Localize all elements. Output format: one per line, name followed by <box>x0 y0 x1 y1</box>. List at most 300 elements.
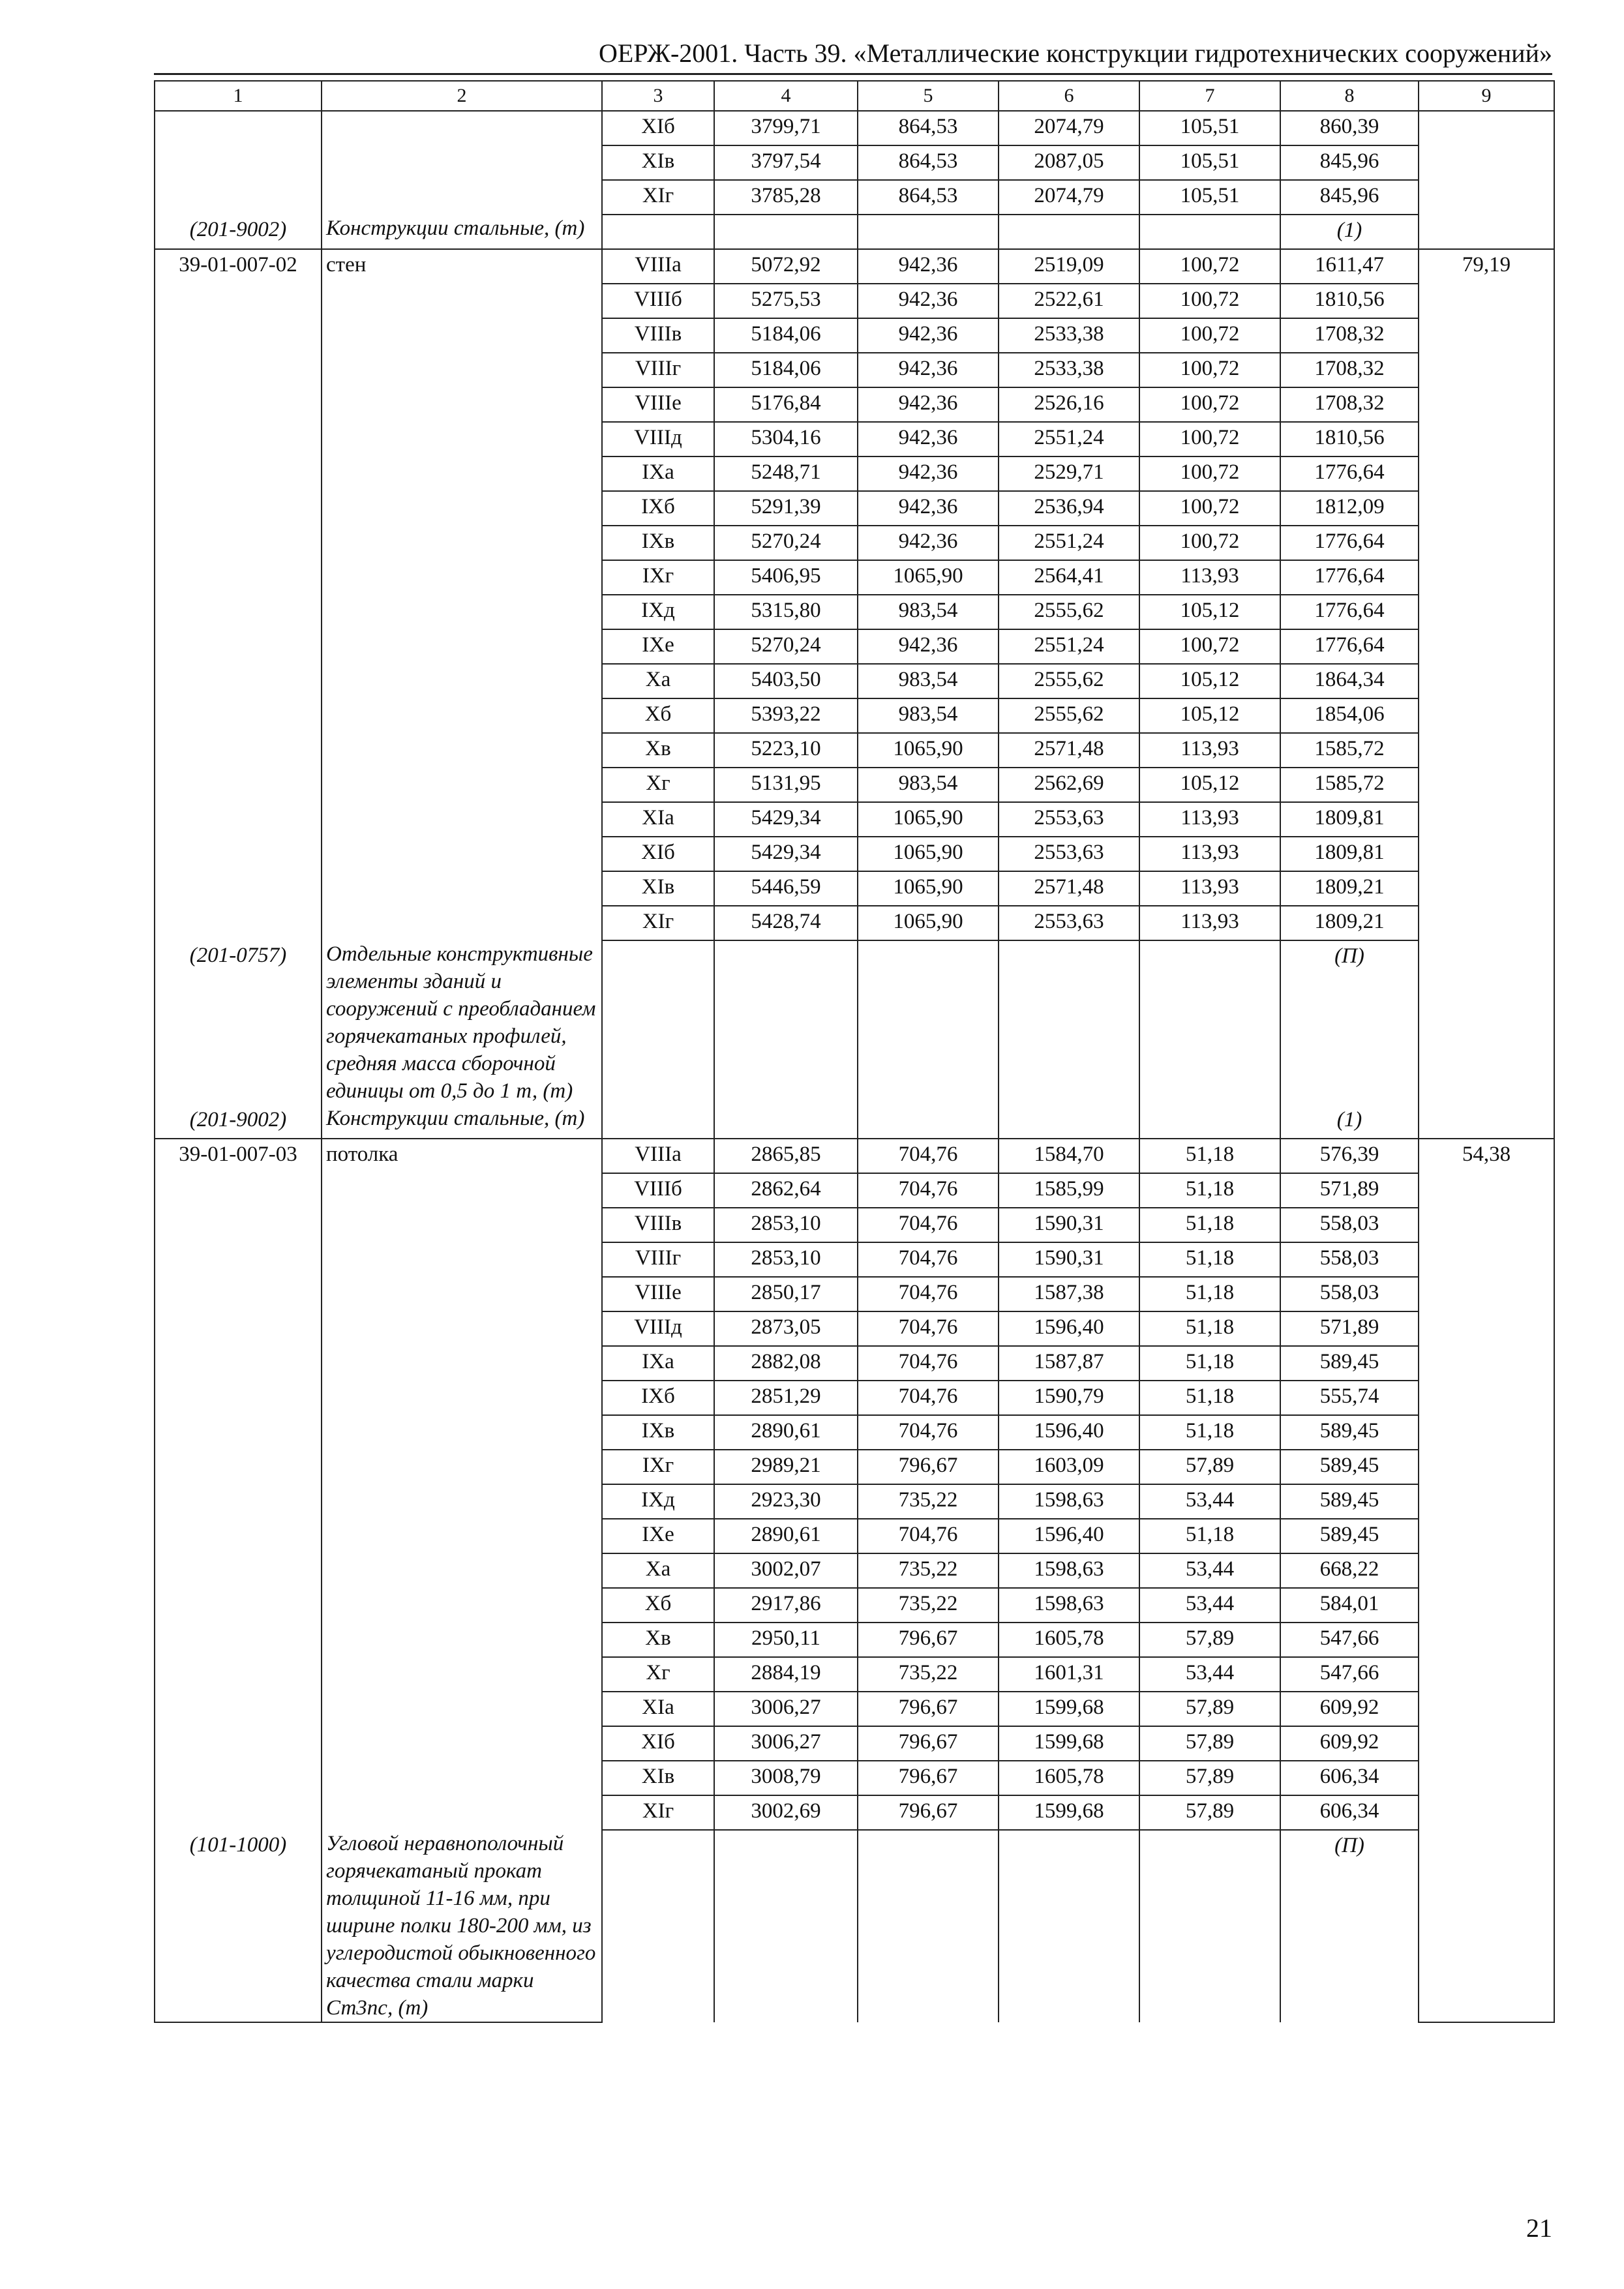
value-cell: 1603,09 <box>999 1450 1139 1484</box>
table-row <box>155 629 1554 664</box>
table-row <box>155 733 1554 768</box>
column-header: 7 <box>1139 81 1280 111</box>
value-cell: VIIIа <box>602 249 714 284</box>
value-cell: 113,93 <box>1139 837 1280 871</box>
value-cell: IXг <box>602 560 714 595</box>
table-row <box>155 1208 1554 1242</box>
value-cell: 796,67 <box>858 1450 999 1484</box>
value-cell: IXа <box>602 1346 714 1381</box>
code-cell <box>155 560 322 595</box>
code-cell <box>155 629 322 664</box>
name-cell <box>322 111 602 145</box>
value-cell: 2562,69 <box>999 768 1139 802</box>
table-row <box>155 1346 1554 1381</box>
value-cell: 2551,24 <box>999 526 1139 560</box>
table-row <box>155 1450 1554 1484</box>
name-cell <box>322 387 602 422</box>
value-cell: VIIIб <box>602 284 714 318</box>
total-cell <box>1419 1623 1554 1657</box>
total-cell <box>1419 387 1554 422</box>
value-cell: XIг <box>602 1795 714 1830</box>
value-cell: 5184,06 <box>714 318 858 353</box>
value-cell: 3799,71 <box>714 111 858 145</box>
resource-row <box>155 1830 1554 2022</box>
table-row <box>155 871 1554 906</box>
value-cell: 105,51 <box>1139 111 1280 145</box>
empty-cell <box>714 1105 858 1139</box>
value-cell: 2853,10 <box>714 1242 858 1277</box>
value-cell: 5429,34 <box>714 802 858 837</box>
code-cell <box>155 456 322 491</box>
value-cell: 2087,05 <box>999 145 1139 180</box>
value-cell: 100,72 <box>1139 249 1280 284</box>
empty-cell <box>602 1105 714 1139</box>
total-cell <box>1419 733 1554 768</box>
value-cell: 704,76 <box>858 1208 999 1242</box>
value-cell: 105,51 <box>1139 145 1280 180</box>
value-cell: 589,45 <box>1280 1346 1419 1381</box>
value-cell: 1065,90 <box>858 871 999 906</box>
value-cell: IXб <box>602 491 714 526</box>
value-cell: 51,18 <box>1139 1519 1280 1553</box>
total-cell <box>1419 768 1554 802</box>
name-cell <box>322 1623 602 1657</box>
value-cell: 2522,61 <box>999 284 1139 318</box>
name-cell <box>322 318 602 353</box>
value-cell: XIв <box>602 145 714 180</box>
value-cell: 2529,71 <box>999 456 1139 491</box>
code-cell <box>155 526 322 560</box>
value-cell: 5184,06 <box>714 353 858 387</box>
value-cell: 2917,86 <box>714 1588 858 1623</box>
name-cell <box>322 802 602 837</box>
value-cell: 100,72 <box>1139 526 1280 560</box>
name-cell <box>322 1553 602 1588</box>
rate-name-cell <box>322 1139 602 1173</box>
column-header: 3 <box>602 81 714 111</box>
rates-table <box>154 80 1555 2023</box>
empty-cell <box>1139 1105 1280 1139</box>
value-cell: 1585,99 <box>999 1173 1139 1208</box>
table-row <box>155 456 1554 491</box>
resource-row <box>155 1105 1554 1139</box>
value-cell: Xв <box>602 1623 714 1657</box>
value-cell: 2553,63 <box>999 837 1139 871</box>
value-cell: 735,22 <box>858 1553 999 1588</box>
value-cell: 589,45 <box>1280 1450 1419 1484</box>
value-cell: XIб <box>602 1726 714 1761</box>
value-cell: 589,45 <box>1280 1519 1419 1553</box>
value-cell: 1605,78 <box>999 1623 1139 1657</box>
value-cell: 3008,79 <box>714 1761 858 1795</box>
value-cell: 100,72 <box>1139 318 1280 353</box>
value-cell: 1585,72 <box>1280 768 1419 802</box>
code-cell <box>155 1450 322 1484</box>
total-cell <box>1419 1242 1554 1277</box>
table-row <box>155 1173 1554 1208</box>
table-row <box>155 664 1554 698</box>
code-cell <box>155 422 322 456</box>
table-row <box>155 180 1554 215</box>
table-row <box>155 318 1554 353</box>
value-cell: 1587,38 <box>999 1277 1139 1311</box>
table-row <box>155 837 1554 871</box>
column-header: 5 <box>858 81 999 111</box>
empty-cell <box>602 1830 714 2022</box>
empty-cell <box>1419 940 1554 1105</box>
name-cell <box>322 1519 602 1553</box>
name-cell <box>322 1346 602 1381</box>
total-cell <box>1419 491 1554 526</box>
table-row <box>155 1657 1554 1692</box>
value-cell: 113,93 <box>1139 802 1280 837</box>
value-cell: 113,93 <box>1139 906 1280 940</box>
value-cell: 864,53 <box>858 111 999 145</box>
empty-cell <box>1139 215 1280 249</box>
value-cell: 57,89 <box>1139 1692 1280 1726</box>
code-cell <box>155 698 322 733</box>
value-cell: 5403,50 <box>714 664 858 698</box>
value-cell: 105,51 <box>1139 180 1280 215</box>
total-cell <box>1419 1761 1554 1795</box>
value-cell: 51,18 <box>1139 1311 1280 1346</box>
value-cell: 942,36 <box>858 353 999 387</box>
code-cell <box>155 180 322 215</box>
value-cell: 558,03 <box>1280 1242 1419 1277</box>
value-cell: 51,18 <box>1139 1139 1280 1173</box>
value-cell: 2074,79 <box>999 180 1139 215</box>
total-cell <box>1419 1553 1554 1588</box>
value-cell: IXв <box>602 526 714 560</box>
table-row <box>155 1415 1554 1450</box>
value-cell: 547,66 <box>1280 1657 1419 1692</box>
code-cell <box>155 1208 322 1242</box>
value-cell: 3002,69 <box>714 1795 858 1830</box>
value-cell: Xг <box>602 768 714 802</box>
table-row <box>155 284 1554 318</box>
value-cell: 1708,32 <box>1280 387 1419 422</box>
value-cell: 571,89 <box>1280 1173 1419 1208</box>
column-header: 2 <box>322 81 602 111</box>
total-cell <box>1419 906 1554 940</box>
value-cell: 3002,07 <box>714 1553 858 1588</box>
table-row <box>155 1484 1554 1519</box>
value-cell: 1596,40 <box>999 1415 1139 1450</box>
value-cell: 57,89 <box>1139 1795 1280 1830</box>
code-cell <box>155 768 322 802</box>
value-cell: 105,12 <box>1139 768 1280 802</box>
value-cell: 735,22 <box>858 1484 999 1519</box>
value-cell: 1599,68 <box>999 1795 1139 1830</box>
column-header-row <box>155 81 1554 111</box>
code-cell <box>155 387 322 422</box>
table-row <box>155 1623 1554 1657</box>
table-row <box>155 1519 1554 1553</box>
value-cell: 53,44 <box>1139 1657 1280 1692</box>
name-cell <box>322 1173 602 1208</box>
total-cell <box>1419 629 1554 664</box>
value-cell: 704,76 <box>858 1173 999 1208</box>
column-header: 8 <box>1280 81 1419 111</box>
value-cell: 547,66 <box>1280 1623 1419 1657</box>
value-cell: 942,36 <box>858 318 999 353</box>
value-cell: 100,72 <box>1139 456 1280 491</box>
total-cell <box>1419 145 1554 180</box>
value-cell: 1854,06 <box>1280 698 1419 733</box>
value-cell: 2555,62 <box>999 664 1139 698</box>
name-cell <box>322 1381 602 1415</box>
value-cell: 5315,80 <box>714 595 858 629</box>
value-cell: 3006,27 <box>714 1726 858 1761</box>
name-cell <box>322 491 602 526</box>
table-row <box>155 491 1554 526</box>
code-cell <box>155 1242 322 1277</box>
value-cell: 735,22 <box>858 1588 999 1623</box>
value-cell: 2882,08 <box>714 1346 858 1381</box>
value-cell: IXа <box>602 456 714 491</box>
table-row <box>155 1761 1554 1795</box>
value-cell: 555,74 <box>1280 1381 1419 1415</box>
value-cell: 1776,64 <box>1280 526 1419 560</box>
code-cell <box>155 353 322 387</box>
value-cell: VIIIв <box>602 318 714 353</box>
empty-cell <box>999 940 1139 1105</box>
value-cell: 2553,63 <box>999 802 1139 837</box>
name-cell <box>322 629 602 664</box>
value-cell: 57,89 <box>1139 1450 1280 1484</box>
value-cell: 1065,90 <box>858 837 999 871</box>
code-cell <box>155 1692 322 1726</box>
value-cell: 704,76 <box>858 1415 999 1450</box>
value-cell: 2564,41 <box>999 560 1139 595</box>
value-cell: 57,89 <box>1139 1623 1280 1657</box>
name-cell <box>322 768 602 802</box>
empty-cell <box>999 1105 1139 1139</box>
value-cell: 796,67 <box>858 1761 999 1795</box>
value-cell: 1776,64 <box>1280 560 1419 595</box>
total-cell <box>1419 595 1554 629</box>
page-header-title: ОЕРЖ-2001. Часть 39. «Металлические конструкции гидротехнических сооружений» <box>598 38 1552 68</box>
value-cell: 1585,72 <box>1280 733 1419 768</box>
value-cell: 845,96 <box>1280 145 1419 180</box>
code-cell <box>155 111 322 145</box>
empty-cell <box>858 1105 999 1139</box>
name-cell <box>322 1311 602 1346</box>
value-cell: Xв <box>602 733 714 768</box>
value-cell: IXд <box>602 595 714 629</box>
name-cell <box>322 595 602 629</box>
resource-name-cell <box>322 940 602 1105</box>
total-cell <box>1419 871 1554 906</box>
value-cell: IXд <box>602 1484 714 1519</box>
code-cell <box>155 837 322 871</box>
value-cell: 1864,34 <box>1280 664 1419 698</box>
value-cell: 704,76 <box>858 1381 999 1415</box>
empty-cell <box>858 1830 999 2022</box>
value-cell: IXг <box>602 1450 714 1484</box>
value-cell: 5248,71 <box>714 456 858 491</box>
value-cell: 704,76 <box>858 1346 999 1381</box>
resource-name-cell <box>322 1830 602 2022</box>
value-cell: 1605,78 <box>999 1761 1139 1795</box>
value-cell: 571,89 <box>1280 1311 1419 1346</box>
value-cell: 796,67 <box>858 1795 999 1830</box>
name-cell <box>322 837 602 871</box>
name-cell <box>322 871 602 906</box>
total-cell <box>1419 353 1554 387</box>
value-cell: IXе <box>602 629 714 664</box>
value-cell: 2884,19 <box>714 1657 858 1692</box>
value-cell: 105,12 <box>1139 698 1280 733</box>
resource-name-cell <box>322 215 602 249</box>
value-cell: 2853,10 <box>714 1208 858 1242</box>
value-cell: 2551,24 <box>999 422 1139 456</box>
code-cell <box>155 1173 322 1208</box>
value-cell: 100,72 <box>1139 387 1280 422</box>
value-cell: 2074,79 <box>999 111 1139 145</box>
value-cell: 704,76 <box>858 1242 999 1277</box>
rate-total: 79,19 <box>1419 249 1554 284</box>
value-cell: 1809,21 <box>1280 906 1419 940</box>
value-cell: 589,45 <box>1280 1415 1419 1450</box>
code-cell <box>155 145 322 180</box>
total-cell <box>1419 802 1554 837</box>
value-cell: VIIIд <box>602 422 714 456</box>
value-cell: 105,12 <box>1139 595 1280 629</box>
value-cell: 105,12 <box>1139 664 1280 698</box>
resource-row <box>155 940 1554 1105</box>
value-cell: 796,67 <box>858 1726 999 1761</box>
code-cell <box>155 733 322 768</box>
value-cell: 1776,64 <box>1280 595 1419 629</box>
name-cell <box>322 456 602 491</box>
value-cell: 2851,29 <box>714 1381 858 1415</box>
value-cell: 983,54 <box>858 664 999 698</box>
value-cell: 1776,64 <box>1280 629 1419 664</box>
table-row <box>155 1381 1554 1415</box>
total-cell <box>1419 1346 1554 1381</box>
value-cell: 2890,61 <box>714 1415 858 1450</box>
value-cell: 57,89 <box>1139 1761 1280 1795</box>
value-cell: 1599,68 <box>999 1692 1139 1726</box>
value-cell: 2865,85 <box>714 1139 858 1173</box>
value-cell: 1598,63 <box>999 1553 1139 1588</box>
table-row <box>155 1277 1554 1311</box>
total-cell <box>1419 318 1554 353</box>
value-cell: 1590,31 <box>999 1242 1139 1277</box>
value-cell: XIа <box>602 802 714 837</box>
name-cell <box>322 422 602 456</box>
name-cell <box>322 145 602 180</box>
value-cell: 864,53 <box>858 180 999 215</box>
value-cell: Xб <box>602 698 714 733</box>
column-header: 9 <box>1419 81 1554 111</box>
value-cell: 100,72 <box>1139 353 1280 387</box>
value-cell: 609,92 <box>1280 1692 1419 1726</box>
table-body <box>155 81 1554 2022</box>
resource-note: (1) <box>1280 1105 1419 1139</box>
code-cell <box>155 1346 322 1381</box>
value-cell: 100,72 <box>1139 491 1280 526</box>
value-cell: XIб <box>602 837 714 871</box>
empty-cell <box>1139 940 1280 1105</box>
value-cell: 2526,16 <box>999 387 1139 422</box>
resource-note: (1) <box>1280 215 1419 249</box>
value-cell: 5446,59 <box>714 871 858 906</box>
total-cell <box>1419 1657 1554 1692</box>
code-cell <box>155 491 322 526</box>
value-cell: 1590,31 <box>999 1208 1139 1242</box>
value-cell: 589,45 <box>1280 1484 1419 1519</box>
table-row <box>155 1588 1554 1623</box>
value-cell: VIIIе <box>602 1277 714 1311</box>
code-cell <box>155 1277 322 1311</box>
value-cell: 5223,10 <box>714 733 858 768</box>
value-cell: 558,03 <box>1280 1277 1419 1311</box>
value-cell: 5393,22 <box>714 698 858 733</box>
value-cell: 942,36 <box>858 629 999 664</box>
value-cell: XIа <box>602 1692 714 1726</box>
value-cell: 942,36 <box>858 526 999 560</box>
total-cell <box>1419 284 1554 318</box>
value-cell: 1810,56 <box>1280 422 1419 456</box>
resource-name: Конструкции стальные, (т) <box>326 217 585 240</box>
value-cell: 51,18 <box>1139 1242 1280 1277</box>
value-cell: 983,54 <box>858 595 999 629</box>
value-cell: 5270,24 <box>714 629 858 664</box>
table-row <box>155 1795 1554 1830</box>
name-cell <box>322 1208 602 1242</box>
code-cell <box>155 1726 322 1761</box>
empty-cell <box>858 215 999 249</box>
value-cell: 5270,24 <box>714 526 858 560</box>
value-cell: 860,39 <box>1280 111 1419 145</box>
column-header: 6 <box>999 81 1139 111</box>
name-cell <box>322 1761 602 1795</box>
value-cell: 2555,62 <box>999 595 1139 629</box>
total-cell <box>1419 526 1554 560</box>
value-cell: 1708,32 <box>1280 318 1419 353</box>
value-cell: 942,36 <box>858 422 999 456</box>
value-cell: 5304,16 <box>714 422 858 456</box>
value-cell: 983,54 <box>858 698 999 733</box>
value-cell: 113,93 <box>1139 560 1280 595</box>
name-cell <box>322 1242 602 1277</box>
table-row <box>155 353 1554 387</box>
code-cell <box>155 802 322 837</box>
code-cell <box>155 1657 322 1692</box>
code-cell <box>155 871 322 906</box>
value-cell: 2571,48 <box>999 733 1139 768</box>
value-cell: 5429,34 <box>714 837 858 871</box>
value-cell: 1065,90 <box>858 906 999 940</box>
total-cell <box>1419 698 1554 733</box>
value-cell: IXе <box>602 1519 714 1553</box>
table-row <box>155 595 1554 629</box>
total-cell <box>1419 1415 1554 1450</box>
resource-note: (П) <box>1280 1830 1419 2022</box>
total-cell <box>1419 1311 1554 1346</box>
code-cell <box>155 1795 322 1830</box>
value-cell: 1587,87 <box>999 1346 1139 1381</box>
value-cell: 3797,54 <box>714 145 858 180</box>
table-row <box>155 145 1554 180</box>
value-cell: 5072,92 <box>714 249 858 284</box>
code-cell <box>155 1415 322 1450</box>
value-cell: 53,44 <box>1139 1553 1280 1588</box>
value-cell: VIIIг <box>602 1242 714 1277</box>
name-cell <box>322 180 602 215</box>
